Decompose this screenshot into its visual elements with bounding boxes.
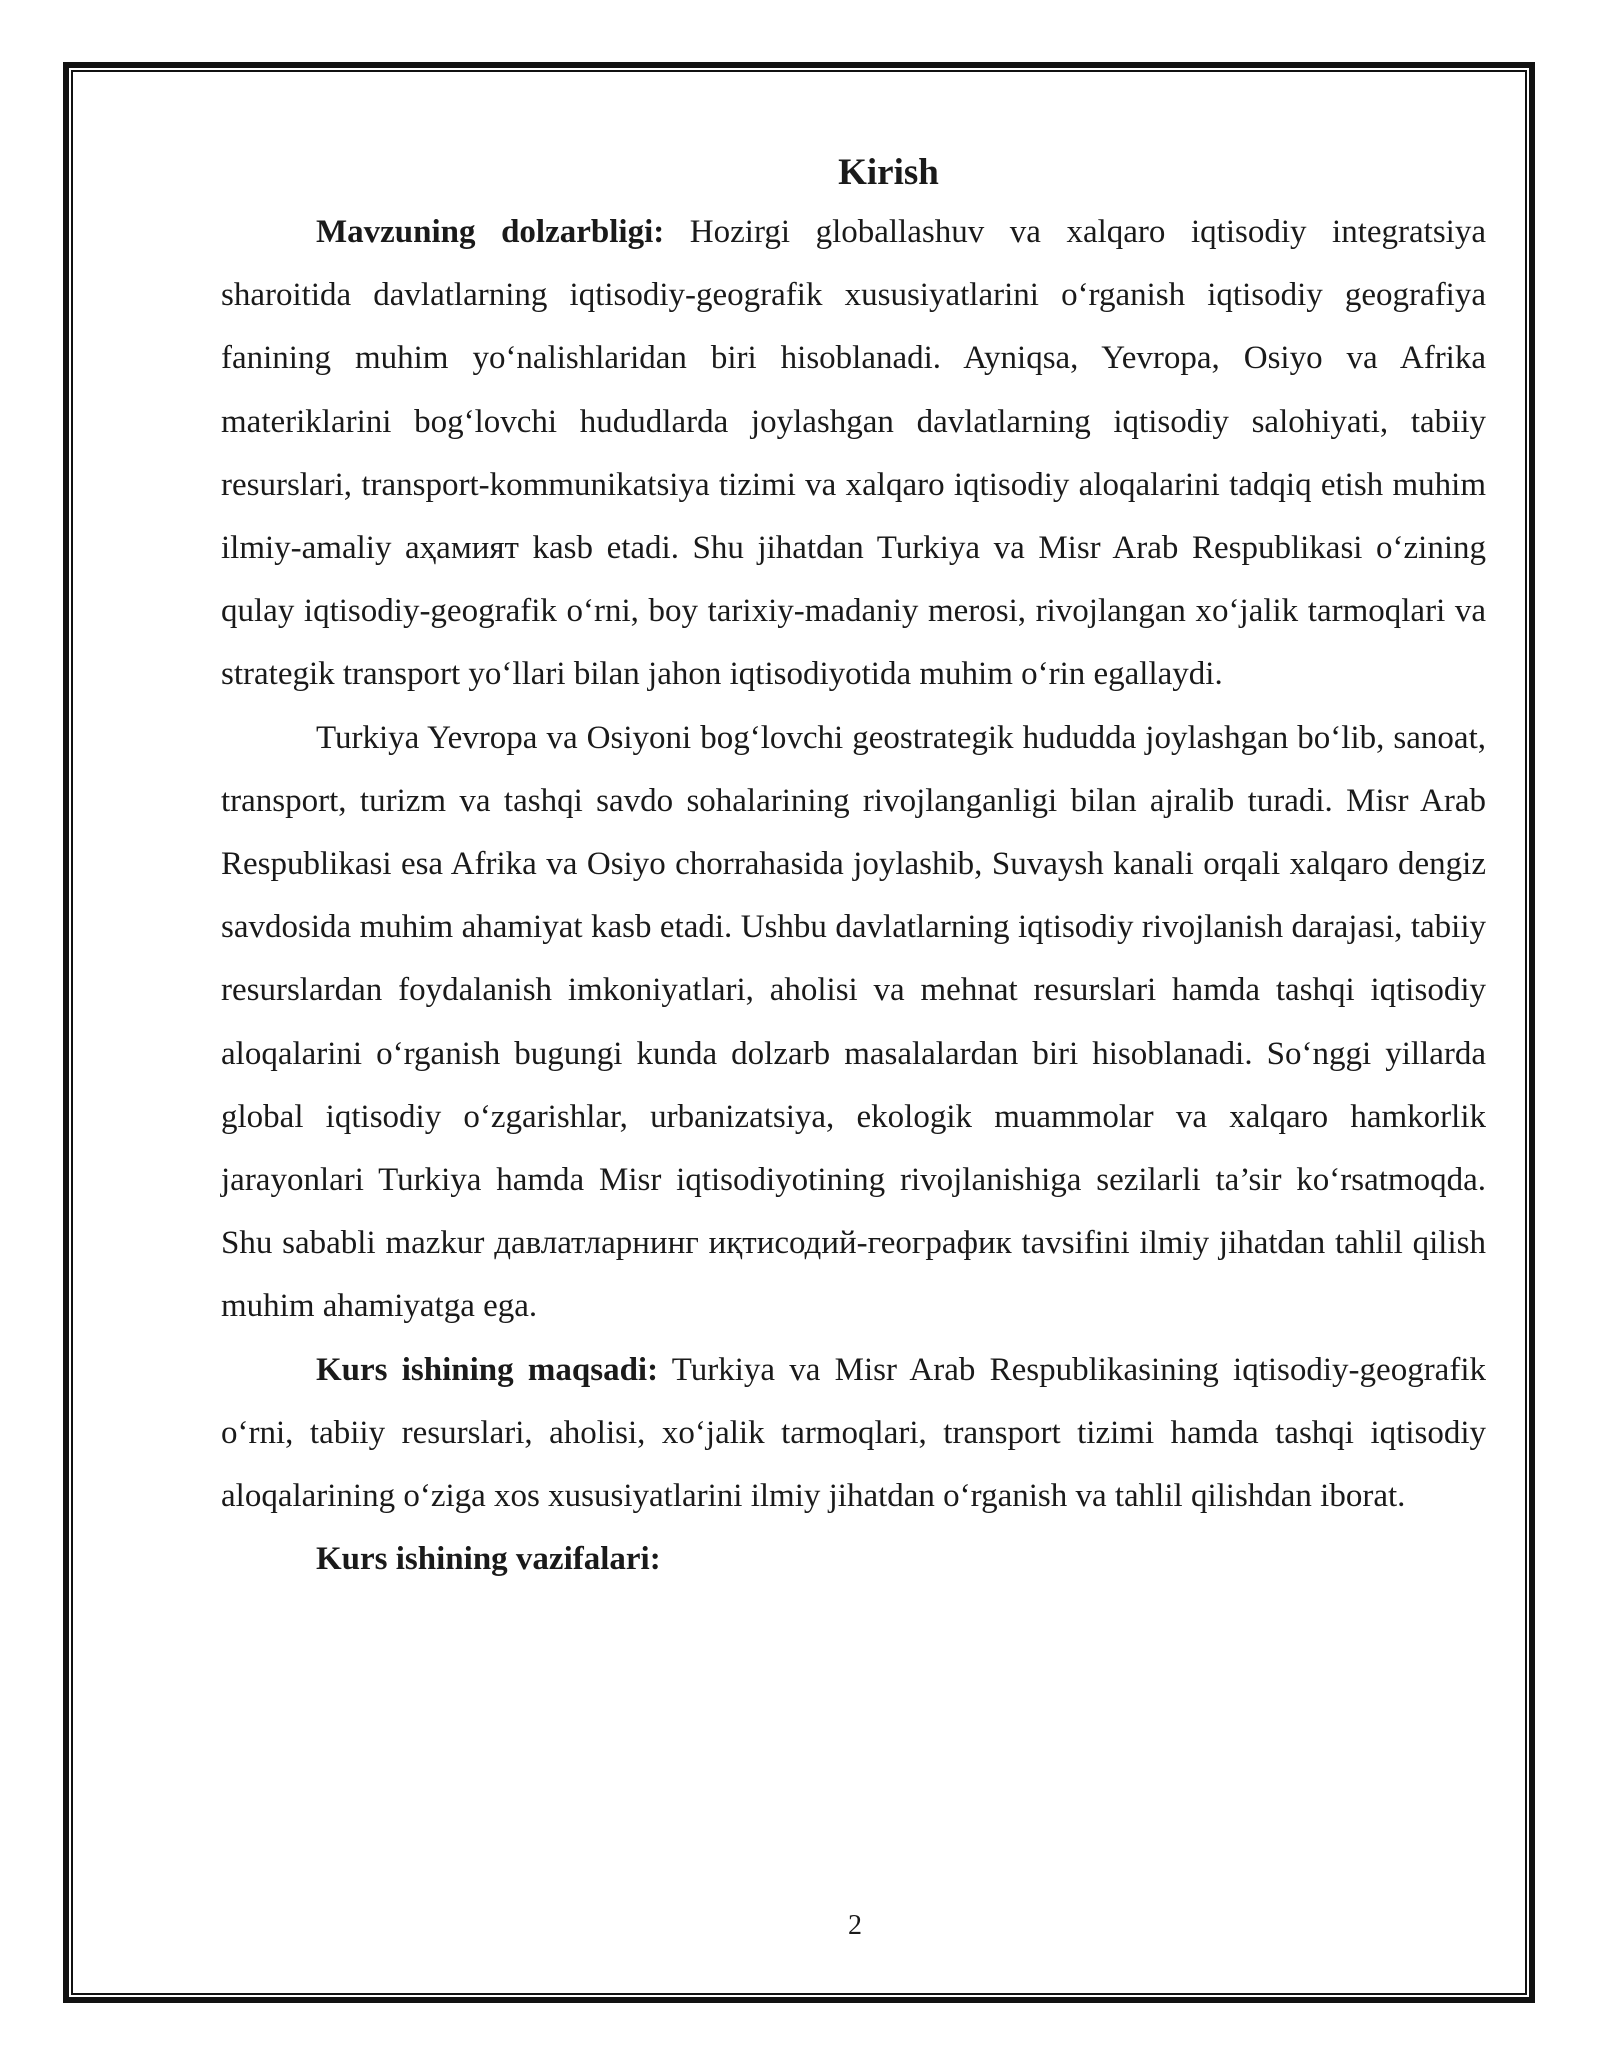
page-number: 2 xyxy=(848,1910,862,1941)
document-title: Kirish xyxy=(838,152,939,193)
paragraph-countries xyxy=(221,707,1486,1339)
paragraph-text: Turkiya va Misr Arab Respublikasining iqtisodiy-geografik o‘rni, tabiiy resurslari, aholisi, xo‘jalik tarmoqlari, transport tizimi hamda tashqi iqtisodiy aloqalarining o‘ziga xos xususiyatlarini ilmiy jihatdan o‘rganish va tahlil qilishdan iborat. xyxy=(221,1351,1486,1515)
document-body xyxy=(221,145,1486,1591)
paragraph-goal xyxy=(221,1339,1486,1529)
paragraph-lead: Mavzuning dolzarbligi: xyxy=(316,214,665,250)
paragraph-lead: Kurs ishining maqsadi: xyxy=(316,1351,659,1388)
paragraph-text: Hozirgi globallashuv va xalqaro iqtisodiy integratsiya sharoitida davlatlarning iqtisodiy-geografik xususiyatlarini o‘rganish iqtisodiy geografiya fanining muhim yo‘nalishlaridan biri hisoblanadi. Ayniqsa, Yevropa, Osiyo va Afrika materiklarini bog‘lovchi hududlarda joylashgan davlatlarning iqtisodiy salohiyati, tabiiy resurslari, transport-kommunikatsiya tizimi va xalqaro iqtisodiy aloqalarini tadqiq etish muhim ilmiy-amaliy аҳамият kasb etadi. Shu jihatdan Turkiya va Misr Arab Respublikasi o‘zining qulay iqtisodiy-geografik o‘rni, boy tarixiy-madaniy merosi, rivojlangan xo‘jalik tarmoqlari va strategik transport yo‘llari bilan jahon iqtisodiyotida muhim o‘rin egallaydi. xyxy=(221,214,1486,693)
paragraph-relevance xyxy=(221,201,1486,707)
paragraph-text: Turkiya Yevropa va Osiyoni bog‘lovchi geostrategik hududda joylashgan bo‘lib, sanoat, transport, turizm va tashqi savdo sohalarining rivojlanganligi bilan ajralib turadi. Misr Arab Respublikasi esa Afrika va Osiyo chorrahasida joylashib, Suvaysh kanali orqali xalqaro dengiz savdosida muhim ahamiyat kasb etadi. Ushbu davlatlarning iqtisodiy rivojlanish darajasi, tabiiy resurslardan foydalanish imkoniyatlari, aholisi va mehnat resurslari hamda tashqi iqtisodiy aloqalarini o‘rganish bugungi kunda dolzarb masalalardan biri hisoblanadi. So‘nggi yillarda global iqtisodiy o‘zgarishlar, urbanizatsiya, ekologik muammolar va xalqaro hamkorlik jarayonlari Turkiya hamda Misr iqtisodiyotining rivojlanishiga sezilarli ta’sir ko‘rsatmoqda. Shu sababli mazkur давлатларнинг иқтисодий-географик tavsifini ilmiy jihatdan tahlil qilish muhim ahamiyatga ega. xyxy=(221,719,1486,1325)
paragraph-tasks xyxy=(221,1528,1486,1591)
paragraph-lead: Kurs ishining vazifalari: xyxy=(316,1541,661,1578)
